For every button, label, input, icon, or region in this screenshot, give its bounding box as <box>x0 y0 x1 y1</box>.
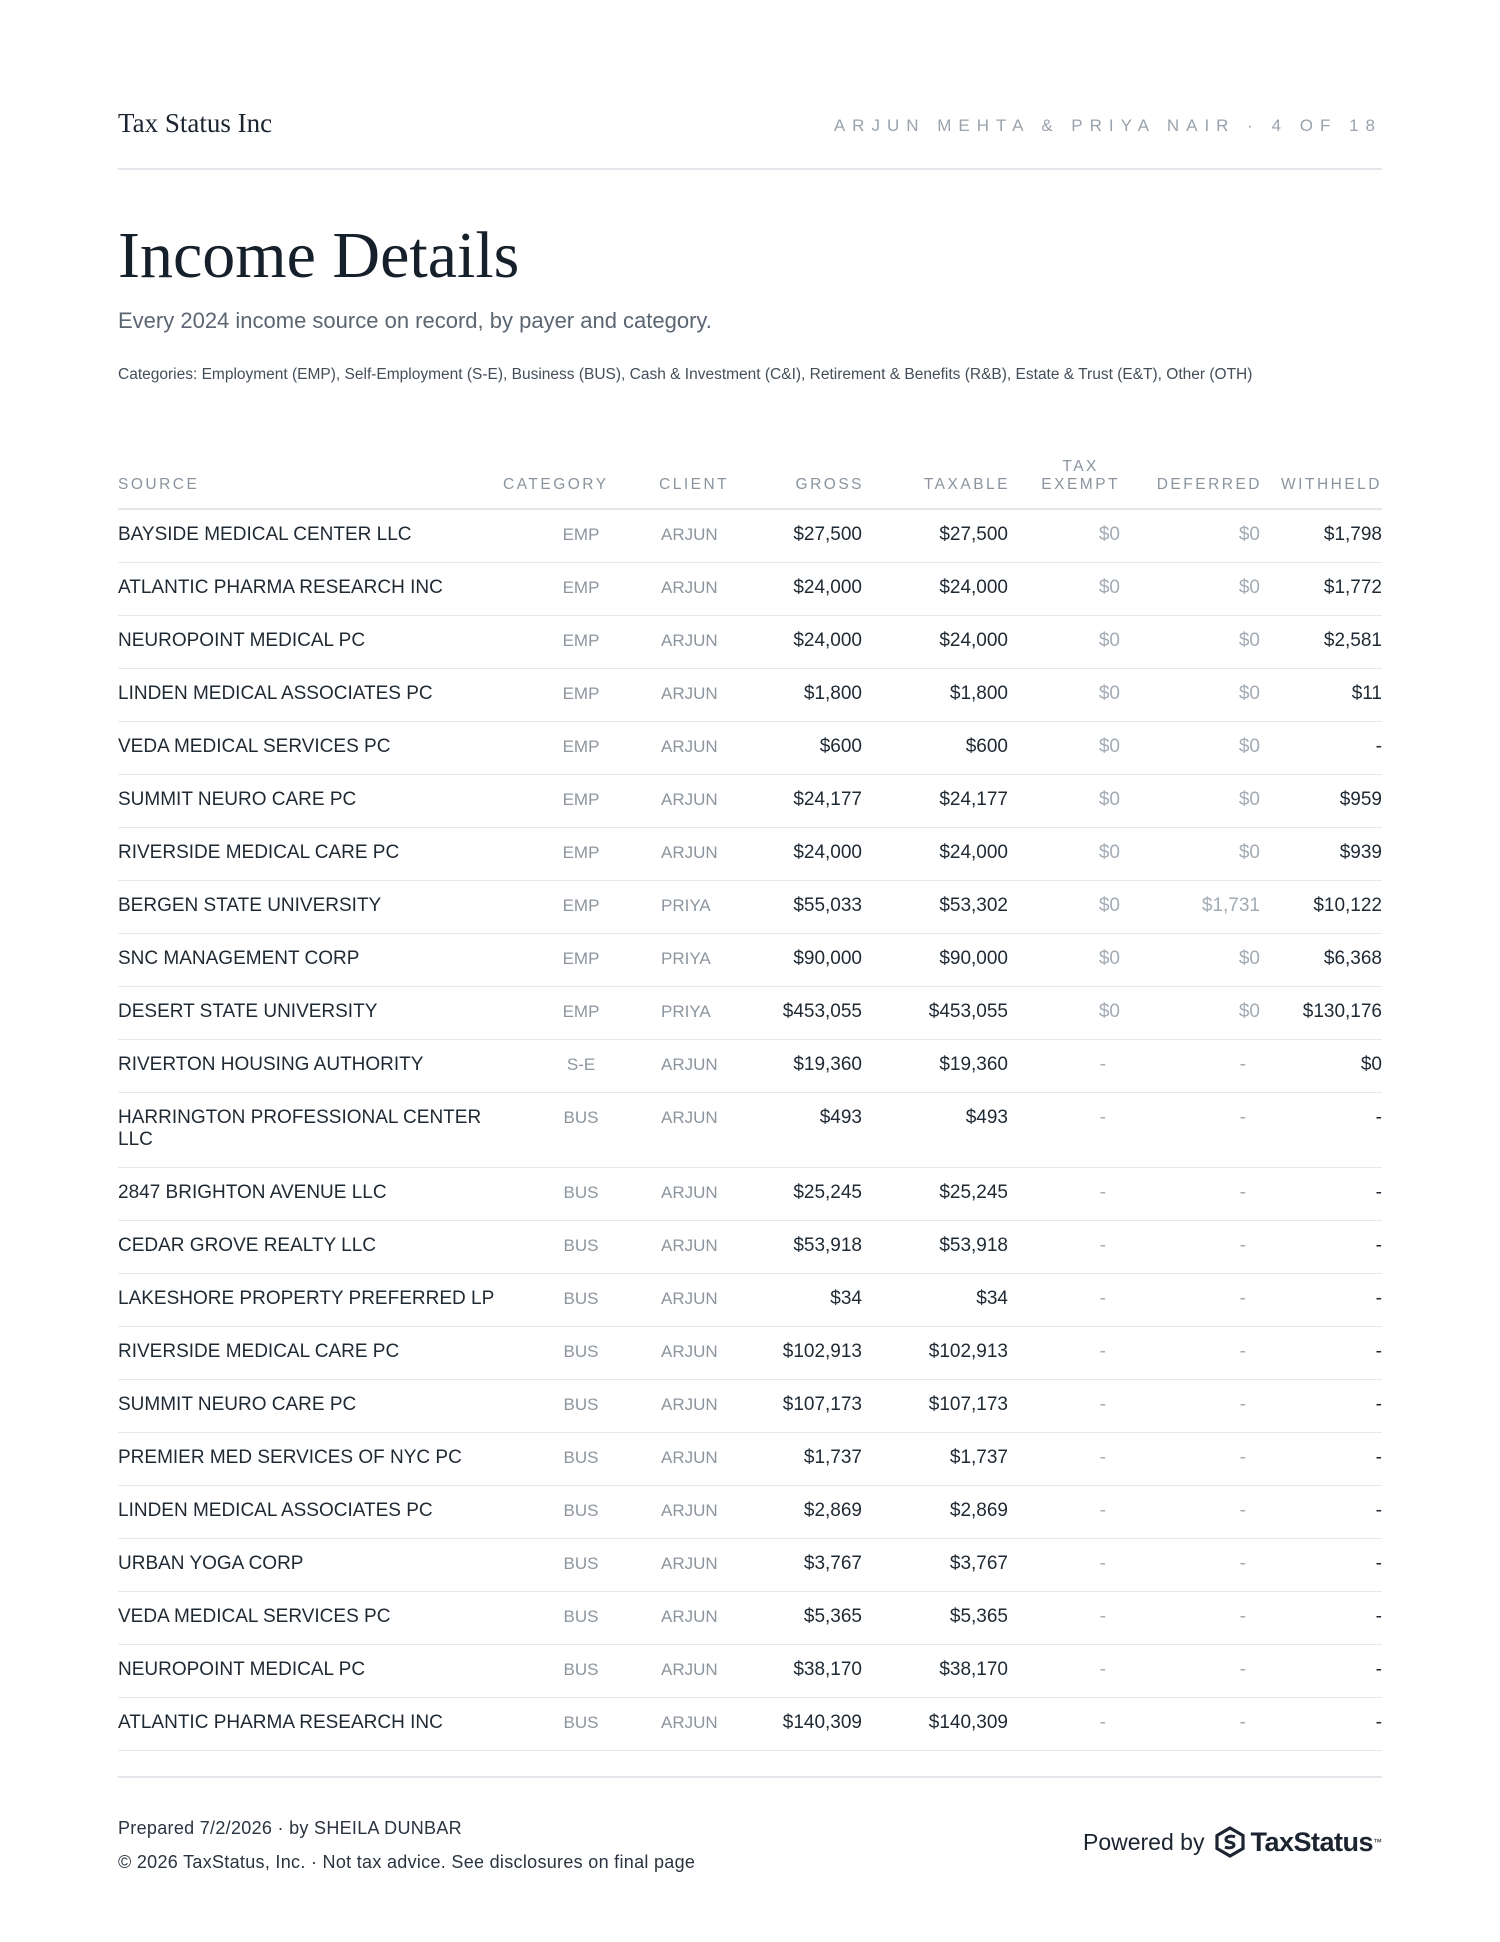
taxable-cell: $600 <box>965 736 1008 757</box>
categories-legend: Categories: Employment (EMP), Self-Employment (S-E), Business (BUS), Cash & Investment (C&I), Retirement & Benefits (R&B), Estate & Trust (E&T), Other (OTH) <box>118 366 1253 383</box>
column-header-client: CLIENT <box>659 476 730 493</box>
taxable-cell: $2,869 <box>949 1500 1008 1521</box>
source-cell: RIVERTON HOUSING AUTHORITY <box>118 1054 424 1075</box>
category-cell: EMP <box>562 949 600 968</box>
category-cell: BUS <box>563 1607 599 1626</box>
client-cell: ARJUN <box>661 578 718 597</box>
table-row <box>118 1327 1382 1380</box>
taxable-cell: $25,245 <box>939 1182 1008 1203</box>
category-cell: BUS <box>563 1108 599 1127</box>
tax-exempt-cell: $0 <box>1098 895 1120 916</box>
prepared-by: Prepared 7/2/2026 · by SHEILA DUNBAR <box>118 1818 462 1838</box>
table-row <box>118 1486 1382 1539</box>
gross-cell: $1,800 <box>803 683 862 704</box>
tax-exempt-cell: $0 <box>1098 577 1120 598</box>
gross-cell: $38,170 <box>793 1659 862 1680</box>
deferred-cell: $0 <box>1238 630 1260 651</box>
category-cell: EMP <box>562 1002 600 1021</box>
source-cell: SNC MANAGEMENT CORP <box>118 948 360 969</box>
withheld-cell: - <box>1375 1394 1382 1415</box>
tax-exempt-cell: - <box>1099 1606 1106 1627</box>
source-cell: HARRINGTON PROFESSIONAL CENTER LLC <box>118 1107 482 1150</box>
taxable-cell: $493 <box>965 1107 1008 1128</box>
column-header-withheld: WITHHELD <box>1281 476 1382 493</box>
gross-cell: $24,000 <box>793 577 862 598</box>
withheld-cell: $1,772 <box>1323 577 1382 598</box>
category-cell: BUS <box>563 1501 599 1520</box>
table-row <box>118 616 1382 669</box>
tax-exempt-cell: - <box>1099 1182 1106 1203</box>
category-cell: BUS <box>563 1183 599 1202</box>
withheld-cell: $2,581 <box>1323 630 1382 651</box>
deferred-cell: - <box>1239 1712 1246 1733</box>
table-row <box>118 775 1382 828</box>
taxable-cell: $140,309 <box>928 1712 1008 1733</box>
source-cell: NEUROPOINT MEDICAL PC <box>118 630 366 651</box>
powered-by-label: Powered by <box>1082 1828 1205 1855</box>
table-row <box>118 1040 1382 1093</box>
header-divider <box>118 168 1382 170</box>
tax-exempt-cell: $0 <box>1098 842 1120 863</box>
client-cell: ARJUN <box>661 1236 718 1255</box>
withheld-cell: - <box>1375 1182 1382 1203</box>
category-cell: EMP <box>562 631 600 650</box>
category-cell: EMP <box>562 843 600 862</box>
source-cell: DESERT STATE UNIVERSITY <box>118 1001 378 1022</box>
gross-cell: $34 <box>830 1288 862 1309</box>
client-cell: ARJUN <box>661 1448 718 1467</box>
tax-exempt-cell: - <box>1099 1235 1106 1256</box>
table-row <box>118 563 1382 616</box>
gross-cell: $24,000 <box>793 842 862 863</box>
withheld-cell: - <box>1375 1606 1382 1627</box>
source-cell: ATLANTIC PHARMA RESEARCH INC <box>118 1712 443 1733</box>
category-cell: EMP <box>562 684 600 703</box>
taxable-cell: $34 <box>976 1288 1008 1309</box>
category-cell: EMP <box>562 737 600 756</box>
taxable-cell: $24,000 <box>939 577 1008 598</box>
source-cell: NEUROPOINT MEDICAL PC <box>118 1659 366 1680</box>
tax-exempt-cell: - <box>1099 1712 1106 1733</box>
deferred-cell: - <box>1239 1107 1246 1128</box>
taxable-cell: $1,800 <box>949 683 1008 704</box>
client-cell: ARJUN <box>661 1660 718 1679</box>
deferred-cell: $0 <box>1238 789 1260 810</box>
tax-exempt-cell: - <box>1099 1107 1106 1128</box>
column-header-tax-exempt-line2: EXEMPT <box>1041 476 1120 493</box>
withheld-cell: - <box>1375 1553 1382 1574</box>
category-cell: BUS <box>563 1660 599 1679</box>
client-cell: ARJUN <box>661 684 718 703</box>
source-cell: 2847 BRIGHTON AVENUE LLC <box>118 1182 387 1203</box>
deferred-cell: $0 <box>1238 683 1260 704</box>
category-cell: EMP <box>562 578 600 597</box>
source-cell: RIVERSIDE MEDICAL CARE PC <box>118 842 400 863</box>
source-cell: BAYSIDE MEDICAL CENTER LLC <box>118 524 412 545</box>
deferred-cell: $0 <box>1238 948 1260 969</box>
withheld-cell: $1,798 <box>1323 524 1382 545</box>
category-cell: EMP <box>562 525 600 544</box>
table-row <box>118 510 1382 563</box>
withheld-cell: - <box>1375 1288 1382 1309</box>
gross-cell: $24,000 <box>793 630 862 651</box>
deferred-cell: - <box>1239 1606 1246 1627</box>
tax-exempt-cell: $0 <box>1098 524 1120 545</box>
taxable-cell: $3,767 <box>949 1553 1008 1574</box>
client-cell: ARJUN <box>661 1055 718 1074</box>
category-cell: BUS <box>563 1448 599 1467</box>
table-row <box>118 1592 1382 1645</box>
running-head: ARJUN MEHTA & PRIYA NAIR · 4 OF 18 <box>833 116 1382 135</box>
client-cell: PRIYA <box>661 896 711 915</box>
withheld-cell: $10,122 <box>1313 895 1382 916</box>
tax-exempt-cell: - <box>1099 1500 1106 1521</box>
category-cell: S-E <box>566 1055 596 1074</box>
deferred-cell: - <box>1239 1447 1246 1468</box>
table-row <box>118 828 1382 881</box>
table-row <box>118 669 1382 722</box>
gross-cell: $53,918 <box>793 1235 862 1256</box>
income-table-body <box>118 510 1382 1751</box>
source-cell: LINDEN MEDICAL ASSOCIATES PC <box>118 683 433 704</box>
client-cell: ARJUN <box>661 843 718 862</box>
withheld-cell: - <box>1375 1235 1382 1256</box>
source-cell: SUMMIT NEURO CARE PC <box>118 1394 357 1415</box>
category-cell: BUS <box>563 1342 599 1361</box>
page-subtitle: Every 2024 income source on record, by payer and category. <box>118 308 712 333</box>
withheld-cell: - <box>1375 736 1382 757</box>
deferred-cell: $0 <box>1238 842 1260 863</box>
table-row <box>118 987 1382 1040</box>
client-cell: ARJUN <box>661 1395 718 1414</box>
client-cell: ARJUN <box>661 1183 718 1202</box>
gross-cell: $5,365 <box>803 1606 862 1627</box>
table-row <box>118 1274 1382 1327</box>
tax-exempt-cell: - <box>1099 1659 1106 1680</box>
deferred-cell: $0 <box>1238 524 1260 545</box>
withheld-cell: $130,176 <box>1302 1001 1382 1022</box>
gross-cell: $107,173 <box>782 1394 862 1415</box>
gross-cell: $102,913 <box>782 1341 862 1362</box>
client-cell: ARJUN <box>661 1289 718 1308</box>
source-cell: LINDEN MEDICAL ASSOCIATES PC <box>118 1500 433 1521</box>
tax-exempt-cell: - <box>1099 1447 1106 1468</box>
gross-cell: $24,177 <box>793 789 862 810</box>
table-row <box>118 881 1382 934</box>
withheld-cell: - <box>1375 1447 1382 1468</box>
deferred-cell: - <box>1239 1553 1246 1574</box>
taxable-cell: $27,500 <box>939 524 1008 545</box>
withheld-cell: $11 <box>1351 683 1382 704</box>
gross-cell: $493 <box>819 1107 862 1128</box>
taxable-cell: $90,000 <box>939 948 1008 969</box>
taxable-cell: $53,918 <box>939 1235 1008 1256</box>
taxable-cell: $453,055 <box>928 1001 1008 1022</box>
category-cell: BUS <box>563 1713 599 1732</box>
powered-by: Powered by TaxStatus ™ <box>1082 1826 1382 1857</box>
withheld-cell: - <box>1375 1712 1382 1733</box>
category-cell: EMP <box>562 896 600 915</box>
source-cell: CEDAR GROVE REALTY LLC <box>118 1235 376 1256</box>
tax-exempt-cell: - <box>1099 1394 1106 1415</box>
tax-exempt-cell: $0 <box>1098 630 1120 651</box>
deferred-cell: $0 <box>1238 577 1260 598</box>
gross-cell: $90,000 <box>793 948 862 969</box>
category-cell: BUS <box>563 1289 599 1308</box>
gross-cell: $453,055 <box>782 1001 862 1022</box>
taxable-cell: $102,913 <box>928 1341 1008 1362</box>
gross-cell: $1,737 <box>803 1447 862 1468</box>
source-cell: RIVERSIDE MEDICAL CARE PC <box>118 1341 400 1362</box>
table-row <box>118 1221 1382 1274</box>
deferred-cell: $1,731 <box>1201 895 1260 916</box>
source-cell: BERGEN STATE UNIVERSITY <box>118 895 382 916</box>
gross-cell: $19,360 <box>793 1054 862 1075</box>
footer-divider <box>118 1776 1382 1778</box>
withheld-cell: - <box>1375 1500 1382 1521</box>
deferred-cell: - <box>1239 1394 1246 1415</box>
column-header-tax-exempt-line1: TAX <box>1062 458 1099 475</box>
gross-cell: $27,500 <box>793 524 862 545</box>
category-cell: BUS <box>563 1395 599 1414</box>
column-header-category: CATEGORY <box>503 476 609 493</box>
copyright-notice: © 2026 TaxStatus, Inc. · Not tax advice. See disclosures on final page <box>118 1852 696 1872</box>
withheld-cell: $959 <box>1339 789 1382 810</box>
table-row <box>118 1433 1382 1486</box>
client-cell: ARJUN <box>661 1108 718 1127</box>
client-cell: ARJUN <box>661 1607 718 1626</box>
column-header-gross: GROSS <box>795 476 864 493</box>
category-cell: BUS <box>563 1236 599 1255</box>
tax-exempt-cell: $0 <box>1098 1001 1120 1022</box>
taxable-cell: $24,000 <box>939 630 1008 651</box>
column-header-deferred: DEFERRED <box>1156 476 1262 493</box>
source-cell: ATLANTIC PHARMA RESEARCH INC <box>118 577 443 598</box>
gross-cell: $2,869 <box>803 1500 862 1521</box>
deferred-cell: $0 <box>1238 1001 1260 1022</box>
category-cell: EMP <box>562 790 600 809</box>
source-cell: VEDA MEDICAL SERVICES PC <box>118 1606 391 1627</box>
deferred-cell: - <box>1239 1659 1246 1680</box>
client-cell: ARJUN <box>661 737 718 756</box>
gross-cell: $55,033 <box>793 895 862 916</box>
table-row <box>118 1539 1382 1592</box>
table-row <box>118 1168 1382 1221</box>
source-cell: URBAN YOGA CORP <box>118 1553 304 1574</box>
gross-cell: $3,767 <box>803 1553 862 1574</box>
withheld-cell: $939 <box>1339 842 1382 863</box>
gross-cell: $140,309 <box>782 1712 862 1733</box>
client-cell: ARJUN <box>661 525 718 544</box>
gross-cell: $25,245 <box>793 1182 862 1203</box>
tax-exempt-cell: - <box>1099 1553 1106 1574</box>
column-header-source: SOURCE <box>118 476 200 493</box>
taxable-cell: $107,173 <box>928 1394 1008 1415</box>
column-header-taxable: TAXABLE <box>923 476 1010 493</box>
deferred-cell: - <box>1239 1235 1246 1256</box>
taxstatus-logo-text: TaxStatus <box>1250 1826 1373 1857</box>
taxable-cell: $5,365 <box>949 1606 1008 1627</box>
client-cell: ARJUN <box>661 1554 718 1573</box>
withheld-cell: - <box>1375 1659 1382 1680</box>
table-row <box>118 934 1382 987</box>
brand-name: Tax Status Inc <box>118 108 273 138</box>
source-cell: PREMIER MED SERVICES OF NYC PC <box>118 1447 462 1468</box>
source-cell: LAKESHORE PROPERTY PREFERRED LP <box>118 1288 495 1309</box>
client-cell: PRIYA <box>661 1002 711 1021</box>
client-cell: PRIYA <box>661 949 711 968</box>
tax-exempt-cell: $0 <box>1098 948 1120 969</box>
tax-exempt-cell: - <box>1099 1054 1106 1075</box>
tax-exempt-cell: - <box>1099 1341 1106 1362</box>
table-header <box>118 450 1382 510</box>
tax-exempt-cell: $0 <box>1098 789 1120 810</box>
taxable-cell: $1,737 <box>949 1447 1008 1468</box>
withheld-cell: - <box>1375 1107 1382 1128</box>
client-cell: ARJUN <box>661 1342 718 1361</box>
deferred-cell: - <box>1239 1500 1246 1521</box>
client-cell: ARJUN <box>661 631 718 650</box>
taxable-cell: $24,177 <box>939 789 1008 810</box>
column-header-tax-exempt <box>1041 458 1120 494</box>
source-cell: VEDA MEDICAL SERVICES PC <box>118 736 391 757</box>
page-title: Income Details <box>118 219 520 292</box>
deferred-cell: - <box>1239 1288 1246 1309</box>
taxable-cell: $19,360 <box>939 1054 1008 1075</box>
category-cell: BUS <box>563 1554 599 1573</box>
table-row <box>118 1380 1382 1433</box>
tax-exempt-cell: - <box>1099 1288 1106 1309</box>
table-row <box>118 1645 1382 1698</box>
table-row <box>118 722 1382 775</box>
tax-exempt-cell: $0 <box>1098 736 1120 757</box>
withheld-cell: - <box>1375 1341 1382 1362</box>
gross-cell: $600 <box>819 736 862 757</box>
tax-exempt-cell: $0 <box>1098 683 1120 704</box>
source-cell: SUMMIT NEURO CARE PC <box>118 789 357 810</box>
client-cell: ARJUN <box>661 1501 718 1520</box>
deferred-cell: $0 <box>1238 736 1260 757</box>
withheld-cell: $6,368 <box>1323 948 1382 969</box>
client-cell: ARJUN <box>661 790 718 809</box>
taxable-cell: $38,170 <box>939 1659 1008 1680</box>
deferred-cell: - <box>1239 1182 1246 1203</box>
withheld-cell: $0 <box>1360 1054 1382 1075</box>
deferred-cell: - <box>1239 1341 1246 1362</box>
table-row <box>118 1093 1382 1168</box>
taxstatus-logo-icon <box>1214 1826 1246 1858</box>
taxable-cell: $24,000 <box>939 842 1008 863</box>
client-cell: ARJUN <box>661 1713 718 1732</box>
taxable-cell: $53,302 <box>939 895 1008 916</box>
deferred-cell: - <box>1239 1054 1246 1075</box>
table-row <box>118 1698 1382 1751</box>
